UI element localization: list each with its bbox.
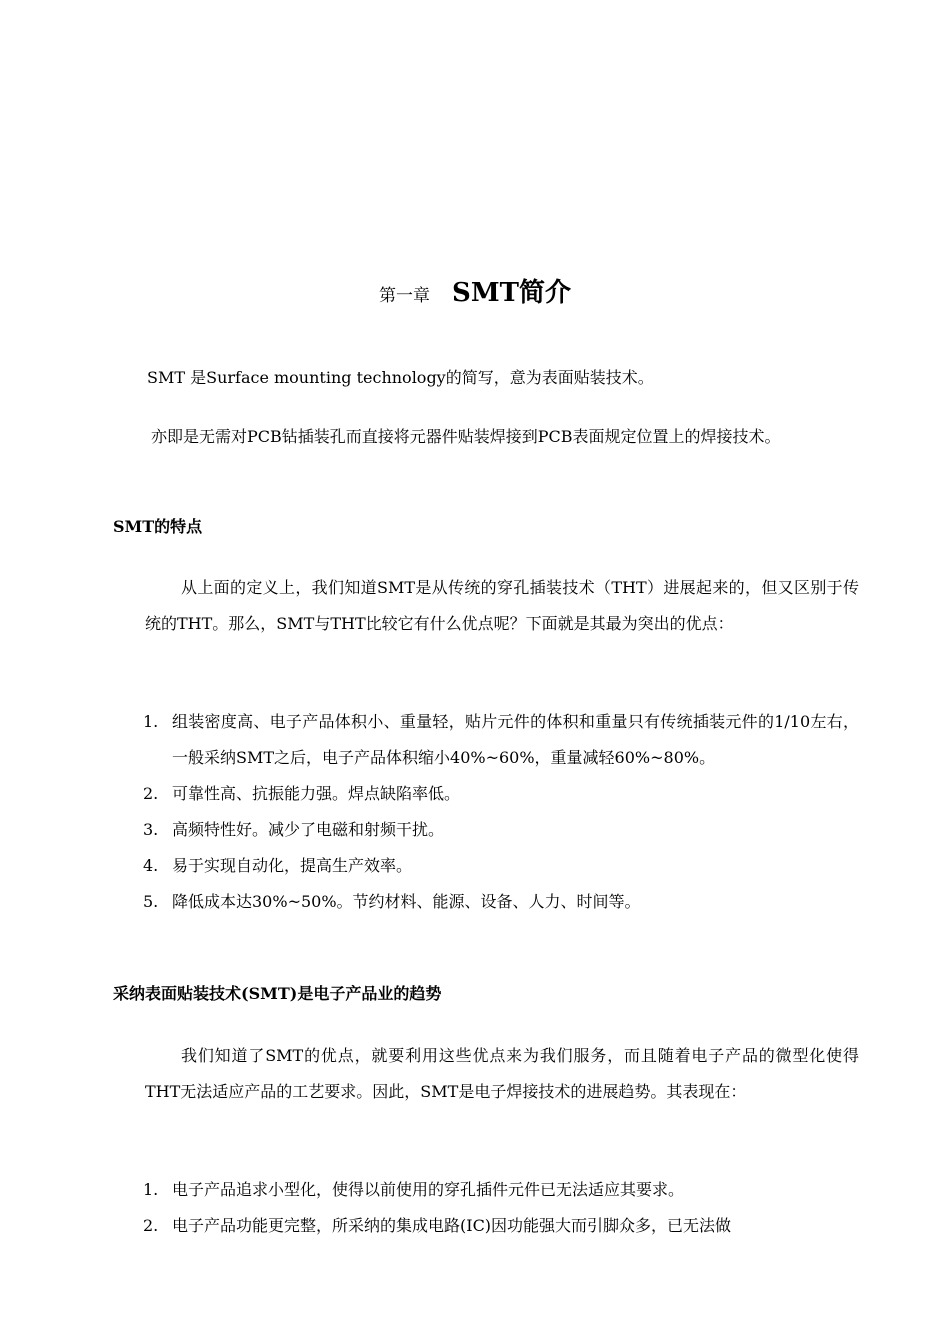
trend-list <box>143 1172 859 1244</box>
list-item <box>143 848 859 884</box>
list-item <box>143 812 859 848</box>
list-item <box>143 1208 859 1244</box>
chapter-label: 第一章 <box>379 286 431 306</box>
list-item-text: 可靠性高、抗振能力强。焊点缺陷率低。 <box>172 784 461 803</box>
section-heading-features: SMT的特点 <box>113 517 203 536</box>
trend-paragraph: 我们知道了SMT的优点，就要利用这些优点来为我们服务，而且随着电子产品的微型化使得THT无法适应产品的工艺要求。因此，SMT是电子焊接技术的进展趋势。其表现在： <box>145 1046 859 1101</box>
section-heading-trend: 采纳表面贴装技术(SMT)是电子产品业的趋势 <box>113 984 442 1003</box>
list-item-number: 1. <box>143 712 159 731</box>
list-item-text: 电子产品功能更完整，所采纳的集成电路(IC)因功能强大而引脚众多，已无法做 <box>172 1216 732 1235</box>
list-item-number: 2. <box>143 1216 159 1235</box>
list-item-text: 易于实现自动化，提高生产效率。 <box>172 856 413 875</box>
list-item-number: 4. <box>143 856 159 875</box>
intro-line-1: SMT 是Surface mounting technology的简写，意为表面贴装技术。 <box>147 368 654 387</box>
intro-line-2: 亦即是无需对PCB钻插装孔而直接将元器件贴装焊接到PCB表面规定位置上的焊接技术。 <box>151 427 781 446</box>
list-item-text: 降低成本达30%~50%。节约材料、能源、设备、人力、时间等。 <box>172 892 641 911</box>
features-paragraph: 从上面的定义上，我们知道SMT是从传统的穿孔插装技术（THT）进展起来的，但又区别于传统的THT。那么，SMT与THT比较它有什么优点呢？下面就是其最为突出的优点： <box>145 578 859 633</box>
list-item <box>143 884 859 920</box>
list-item-text: 组装密度高、电子产品体积小、重量轻，贴片元件的体积和重量只有传统插装元件的1/10左右，一般采纳SMT之后，电子产品体积缩小40%~60%，重量减轻60%~80%。 <box>172 712 859 767</box>
list-item-number: 1. <box>143 1180 159 1199</box>
list-item-number: 3. <box>143 820 159 839</box>
chapter-title <box>0 272 950 309</box>
list-item-text: 电子产品追求小型化，使得以前使用的穿孔插件元件已无法适应其要求。 <box>172 1180 685 1199</box>
list-item <box>143 1172 859 1208</box>
list-item-text: 高频特性好。减少了电磁和射频干扰。 <box>172 820 445 839</box>
list-item-number: 2. <box>143 784 159 803</box>
list-item <box>143 704 859 776</box>
list-item <box>143 776 859 812</box>
features-list <box>143 704 859 920</box>
list-item-number: 5. <box>143 892 159 911</box>
chapter-main-title: SMT简介 <box>452 278 571 308</box>
